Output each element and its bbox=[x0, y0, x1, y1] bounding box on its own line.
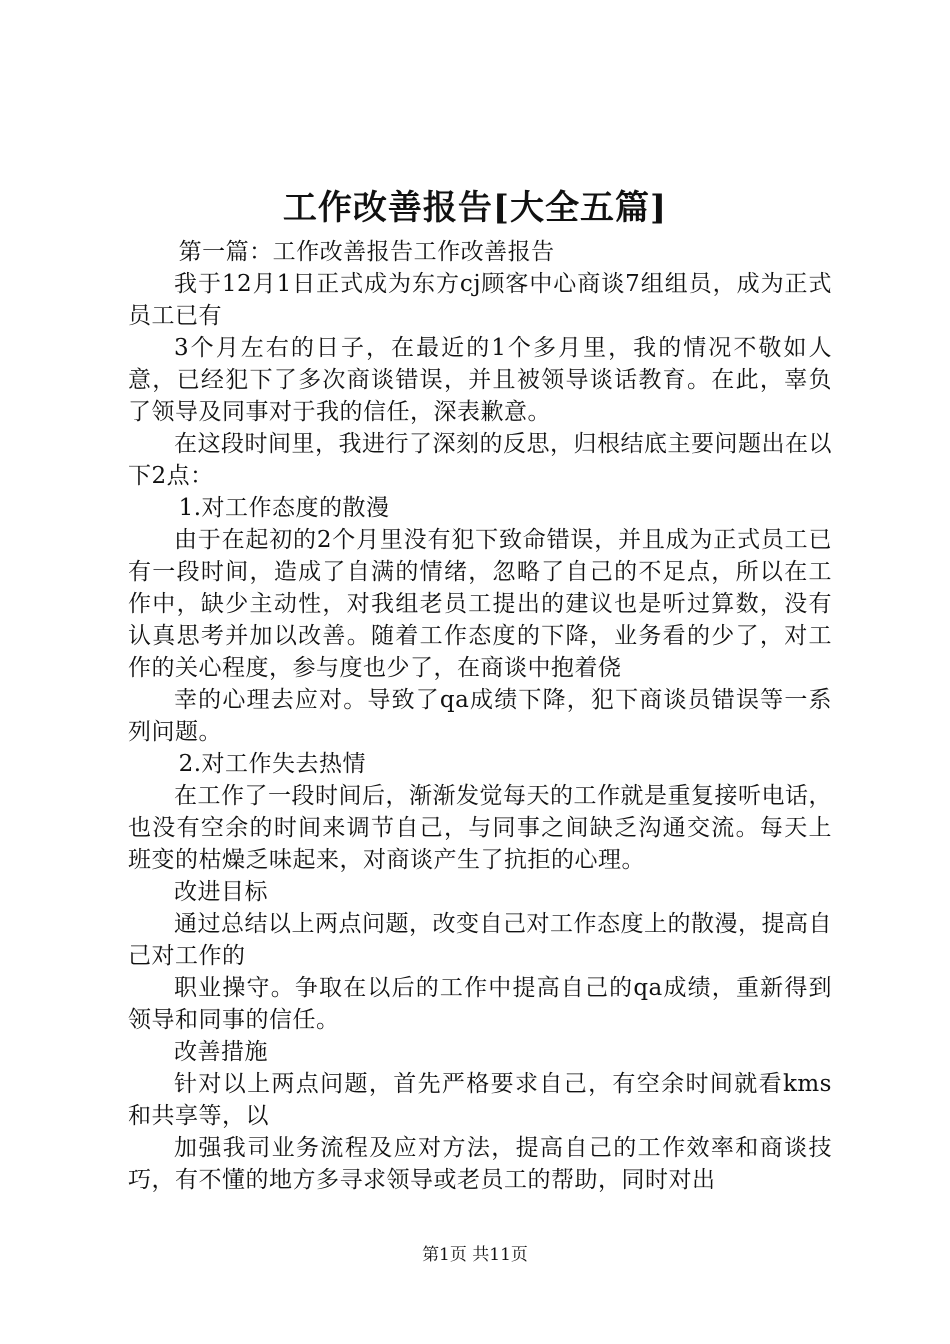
document-body bbox=[128, 236, 832, 1196]
paragraph: 由于在起初的2个月里没有犯下致命错误，并且成为正式员工已有一段时间，造成了自满的情绪，忽略了自己的不足点，所以在工作中，缺少主动性，对我组老员工提出的建议也是听过算数，没有认真思考并加以改善。随着工作态度的下降，业务看的少了，对工作的关心程度，参与度也少了，在商谈中抱着侥 bbox=[128, 527, 832, 681]
section-heading: 改进目标 bbox=[174, 879, 268, 905]
paragraph: 在这段时间里，我进行了深刻的反思，归根结底主要问题出在以下2点： bbox=[128, 431, 832, 489]
section-heading: 改善措施 bbox=[174, 1039, 268, 1065]
list-heading: 2.对工作失去热情 bbox=[178, 751, 367, 777]
page-number-footer: 第1页 共11页 bbox=[422, 1245, 528, 1265]
paragraph: 职业操守。争取在以后的工作中提高自己的qa成绩，重新得到领导和同事的信任。 bbox=[128, 975, 832, 1033]
paragraph: 幸的心理去应对。导致了qa成绩下降，犯下商谈员错误等一系列问题。 bbox=[128, 687, 832, 745]
paragraph: 通过总结以上两点问题，改变自己对工作态度上的散漫，提高自己对工作的 bbox=[128, 911, 832, 969]
paragraph: 针对以上两点问题，首先严格要求自己，有空余时间就看kms和共享等，以 bbox=[128, 1071, 832, 1129]
paragraph: 我于12月1日正式成为东方cj顾客中心商谈7组组员，成为正式员工已有 bbox=[128, 271, 832, 329]
paragraph: 加强我司业务流程及应对方法，提高自己的工作效率和商谈技巧，有不懂的地方多寻求领导或老员工的帮助，同时对出 bbox=[128, 1135, 832, 1193]
paragraph: 在工作了一段时间后，渐渐发觉每天的工作就是重复接听电话，也没有空余的时间来调节自己，与同事之间缺乏沟通交流。每天上班变的枯燥乏味起来，对商谈产生了抗拒的心理。 bbox=[128, 783, 832, 873]
section-heading: 第一篇：工作改善报告工作改善报告 bbox=[178, 239, 555, 265]
paragraph: 3个月左右的日子，在最近的1个多月里，我的情况不敬如人意，已经犯下了多次商谈错误，并且被领导谈话教育。在此，辜负了领导及同事对于我的信任，深表歉意。 bbox=[128, 335, 832, 425]
list-heading: 1.对工作态度的散漫 bbox=[178, 495, 390, 521]
document-title: 工作改善报告[大全五篇] bbox=[282, 188, 668, 228]
